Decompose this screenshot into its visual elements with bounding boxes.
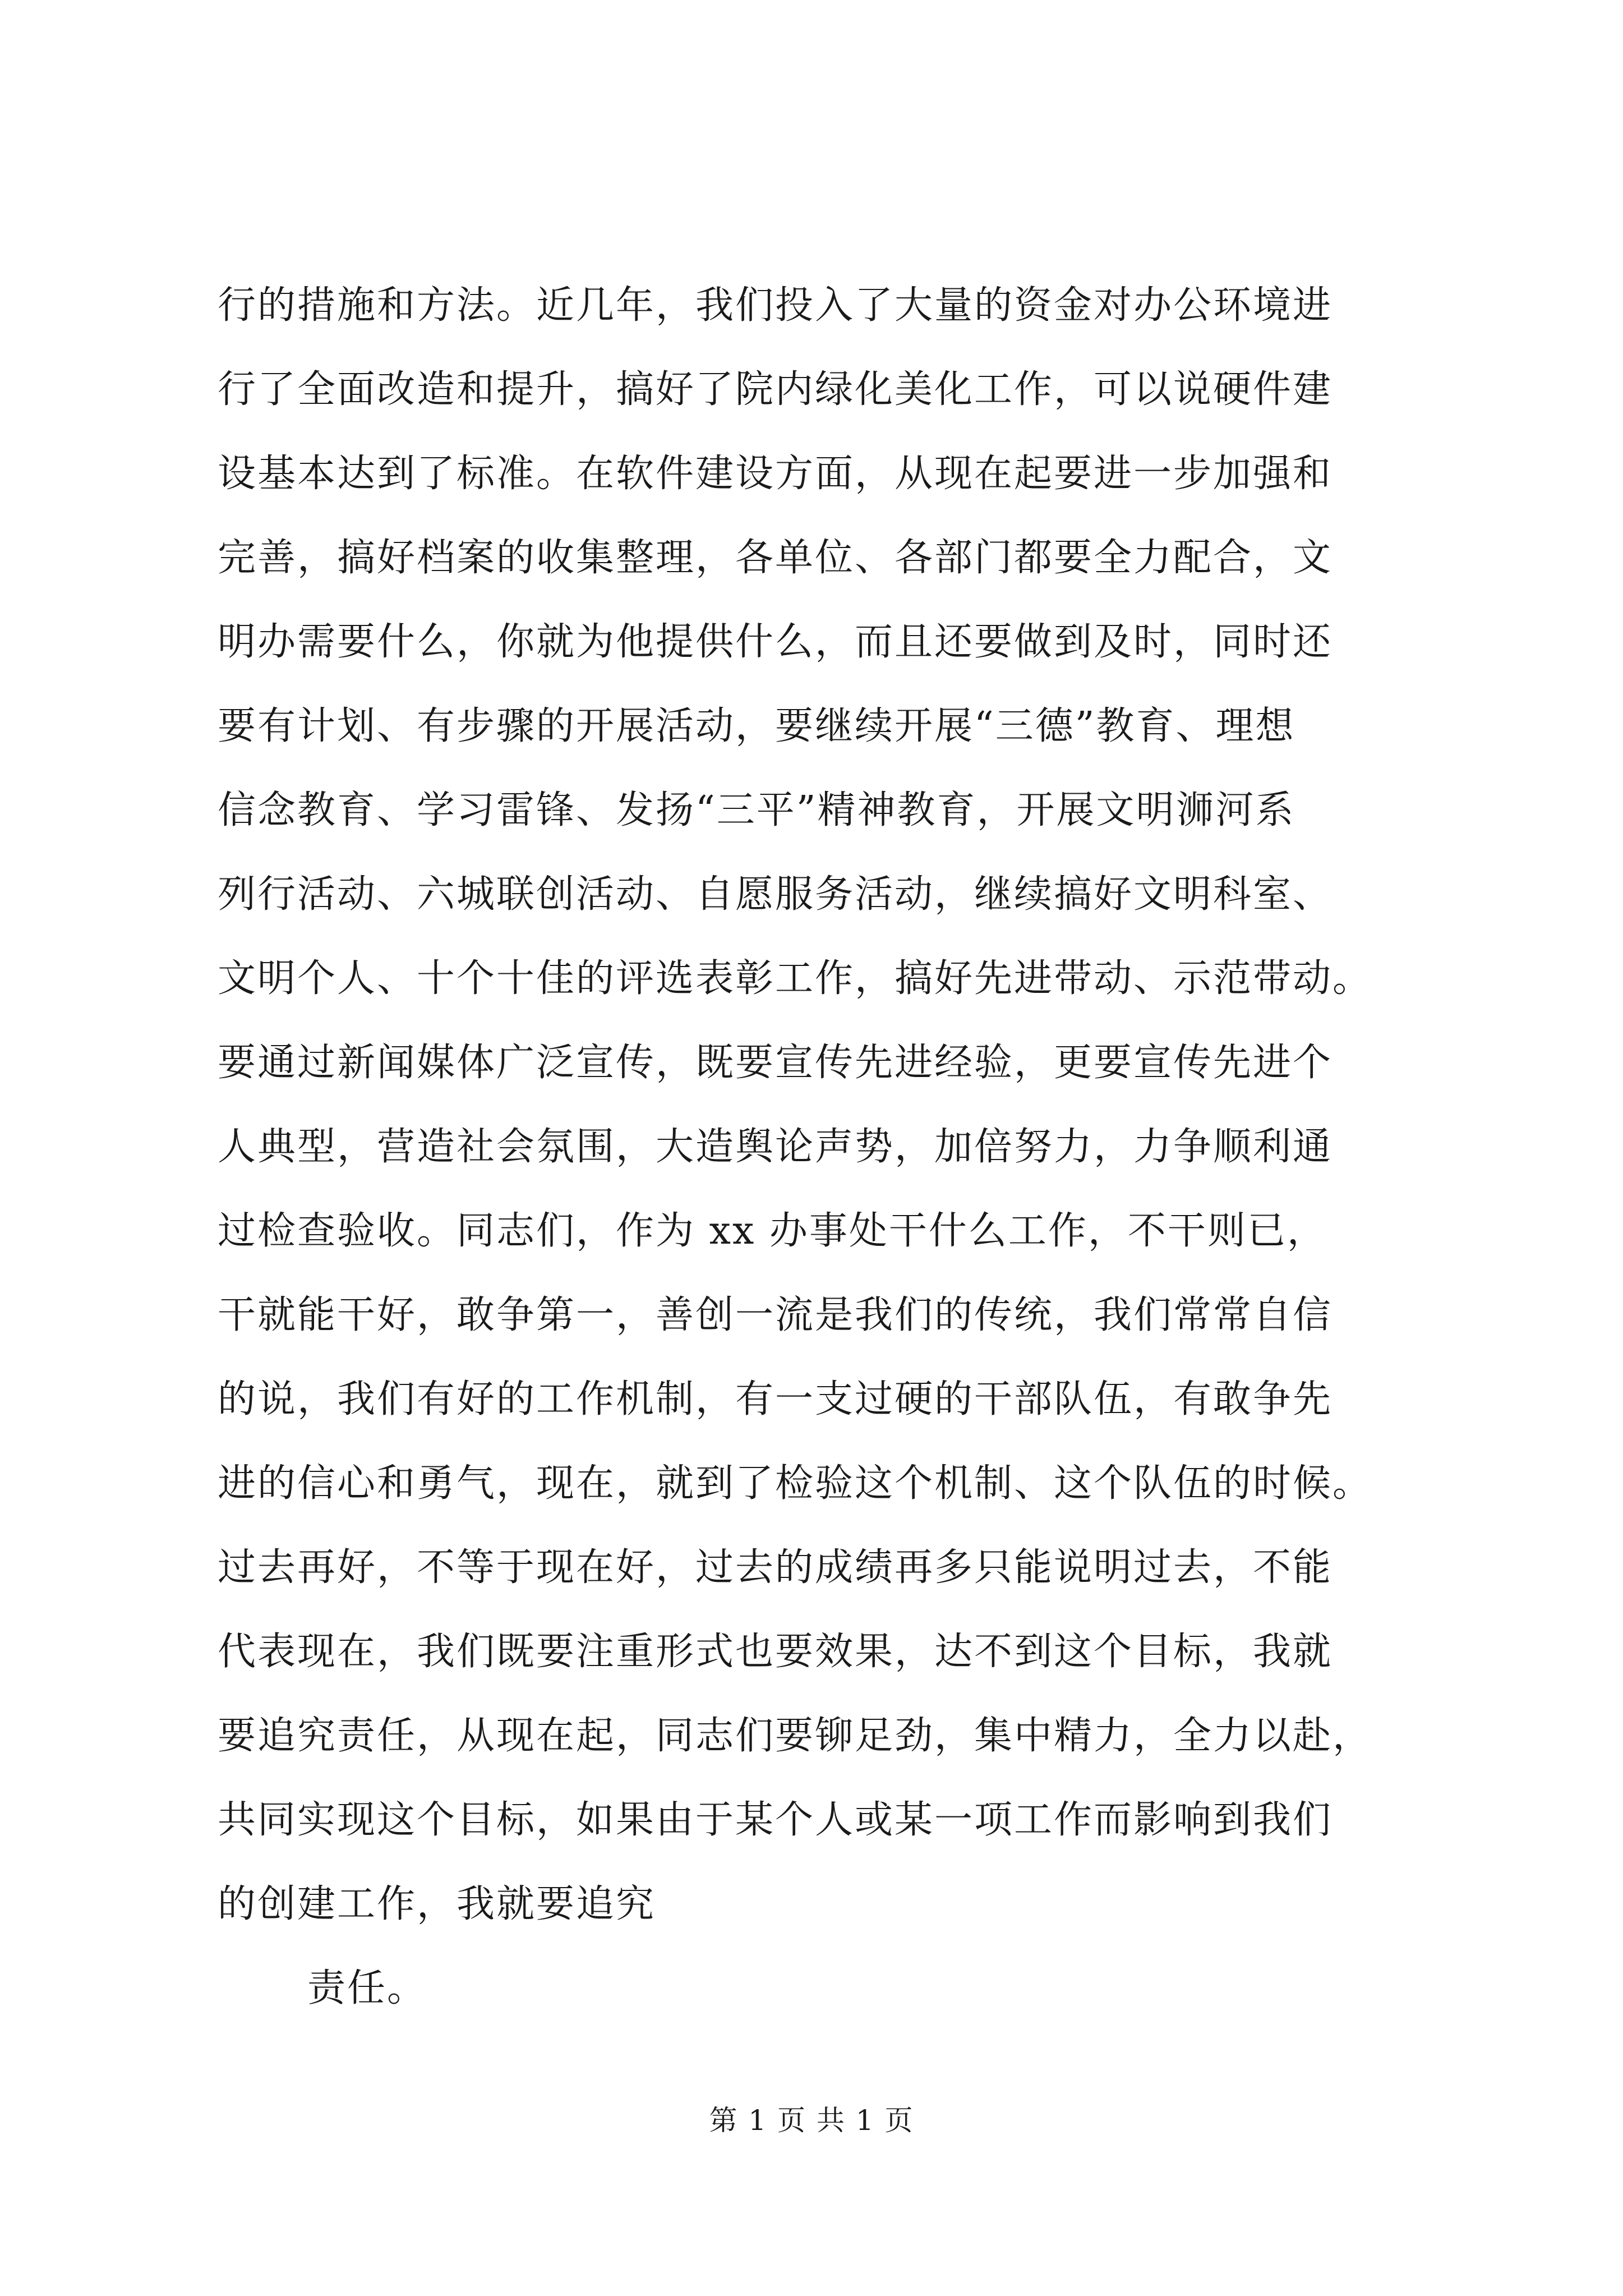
text-line: 的创建工作，我就要追究 (218, 1882, 656, 1926)
text-line: 行的措施和方法。近几年，我们投入了大量的资金对办公环境进 (218, 283, 1333, 328)
page-footer (0, 2098, 1623, 2143)
text-line: 完善，搞好档案的收集整理，各单位、各部门都要全力配合，文 (218, 536, 1333, 580)
page-number-label: 第 1 页 共 1 页 (709, 2104, 914, 2137)
body-text (218, 264, 1423, 2031)
text-line: 共同实现这个目标，如果由于某个人或某一项工作而影响到我们 (218, 1798, 1333, 1842)
text-line: 干就能干好，敢争第一，善创一流是我们的传统，我们常常自信 (218, 1293, 1333, 1337)
text-line: 要有计划、有步骤的开展活动，要继续开展“三德”教育、理想 (218, 704, 1295, 748)
text-line: 代表现在，我们既要注重形式也要效果，达不到这个目标，我就 (218, 1630, 1333, 1674)
text-line: 要通过新闻媒体广泛宣传，既要宣传先进经验，更要宣传先进个 (218, 1041, 1333, 1085)
text-line: 过检查验收。同志们，作为 xx 办事处干什么工作，不干则已， (218, 1209, 1327, 1253)
text-line: 明办需要什么，你就为他提供什么，而且还要做到及时，同时还 (218, 620, 1333, 664)
text-line: 设基本达到了标准。在软件建设方面，从现在起要进一步加强和 (218, 452, 1333, 496)
text-line: 行了全面改造和提升，搞好了院内绿化美化工作，可以说硬件建 (218, 367, 1333, 412)
text-line: 进的信心和勇气，现在，就到了检验这个机制、这个队伍的时候。 (218, 1461, 1373, 1506)
text-line: 人典型，营造社会氛围，大造舆论声势，加倍努力，力争顺利通 (218, 1125, 1333, 1169)
text-line: 要追究责任，从现在起，同志们要铆足劲，集中精力，全力以赴， (218, 1714, 1373, 1758)
text-line: 文明个人、十个十佳的评选表彰工作，搞好先进带动、示范带动。 (218, 956, 1373, 1001)
text-line: 过去再好，不等于现在好，过去的成绩再多只能说明过去，不能 (218, 1545, 1333, 1590)
text-line: 信念教育、学习雷锋、发扬“三平”精神教育，开展文明浉河系 (218, 788, 1295, 832)
text-line: 的说，我们有好的工作机制，有一支过硬的干部队伍，有敢争先 (218, 1377, 1333, 1421)
indented-text-line: 责任。 (307, 1966, 427, 2010)
text-line: 列行活动、六城联创活动、自愿服务活动，继续搞好文明科室、 (218, 872, 1333, 917)
